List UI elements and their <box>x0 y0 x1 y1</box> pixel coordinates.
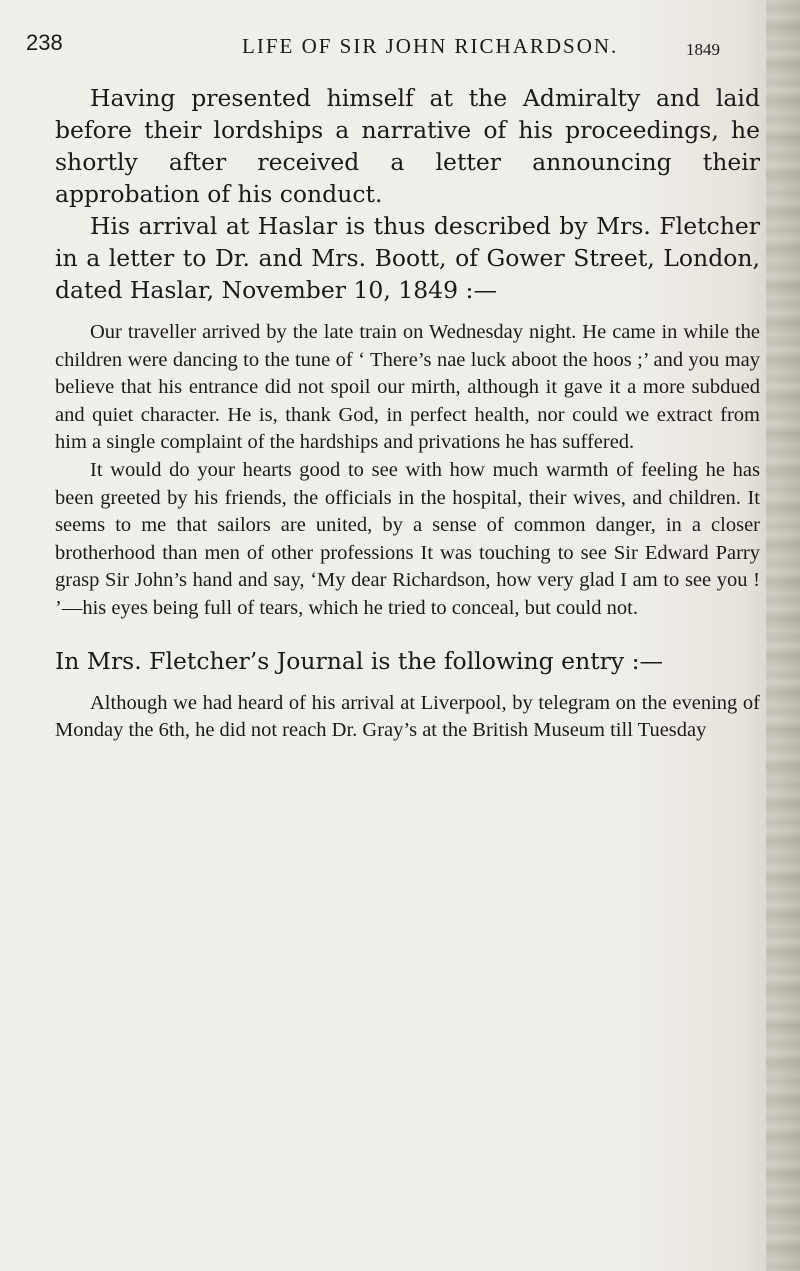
running-head: LIFE OF SIR JOHN RICHARDSON. <box>242 34 619 58</box>
quote-paragraph-liverpool: Although we had heard of his arrival at Liverpool, by telegram on the evening of Monday the 6th, he did not reach Dr. Gray’s at the British Museum till Tuesday <box>55 691 760 742</box>
page-header <box>26 30 766 64</box>
paragraph-admiralty: Having presented himself at the Admiralty and laid before their lordships a narrative of his proceedings, he shortly after received a letter announcing their approbation of his conduct. <box>55 84 760 208</box>
page-edge-shadow <box>766 0 800 1271</box>
paragraph-arrival-intro: His arrival at Haslar is thus described by Mrs. Fletcher in a letter to Dr. and Mrs. Boott, of Gower Street, London, dated Haslar, November 10, 1849 :— <box>55 212 760 304</box>
paragraph-journal-entry: In Mrs. Fletcher’s Journal is the following entry :— <box>55 646 664 675</box>
header-year: 1849 <box>686 40 720 59</box>
page-number: 238 <box>26 30 63 55</box>
quote-paragraph-traveller: Our traveller arrived by the late train on Wednesday night. He came in while the children were dancing to the tune of ‘ There’s nae luck aboot the hoos ;’ and you may believe that his entrance did not spoil our mirth, although it gave it a more subdued and quiet character. He is, thank God, in perfect health, nor could we extract from him a single complaint of the hardships and privations he has suffered. <box>55 321 760 454</box>
quote-paragraph-warmth: It would do your hearts good to see with how much warmth of feeling he has been greeted by his friends, the officials in the hospital, their wives, and children. It seems to me that sailors are united, by a sense of common danger, in a closer brotherhood than men of other professions It was touching to see Sir Edward Parry grasp Sir John’s hand and say, ‘My dear Richardson, how very glad I am to see you ! ’—his eyes being full of tears, which he tried to conceal, but could not. <box>55 458 760 619</box>
body-text <box>55 82 760 745</box>
